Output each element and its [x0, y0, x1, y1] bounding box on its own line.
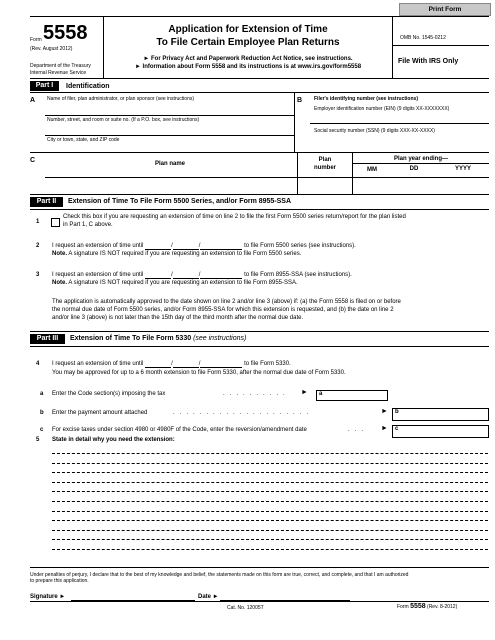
- line4c-leader: ...: [348, 427, 369, 433]
- ssn-label: Social security number (SSN) (9 digits XXX-XX-XXXX): [314, 128, 435, 134]
- line4-row: [52, 361, 291, 368]
- section-c-letter: C: [30, 157, 36, 164]
- reason-line[interactable]: [52, 463, 488, 464]
- line4-slash-2: /: [198, 361, 201, 367]
- line4-month[interactable]: [145, 361, 171, 368]
- line4b-text: Enter the payment amount attached: [52, 410, 148, 416]
- reason-line[interactable]: [52, 520, 488, 521]
- line4-num: 4: [36, 361, 40, 367]
- reason-line[interactable]: [52, 453, 488, 454]
- street-field[interactable]: [47, 124, 293, 135]
- line4b-field[interactable]: [392, 408, 489, 421]
- reason-line[interactable]: [52, 491, 488, 492]
- line4-slash-1: /: [171, 361, 173, 367]
- line2-note-label: Note.: [52, 251, 67, 257]
- plan-name-label: Plan name: [154, 161, 185, 167]
- line2-num: 2: [36, 243, 40, 249]
- ein-field[interactable]: [314, 113, 486, 123]
- catalog-number: Cat. No. 12005T: [227, 605, 264, 611]
- line2-text-b: to file Form 5500 series (see instructions).: [244, 243, 356, 249]
- plan-number-field[interactable]: [299, 179, 350, 193]
- line4c-text: For excise taxes under section 4980 or 4980F of the Code, enter the reversion/amendment date: [52, 427, 307, 433]
- dd-label: DD: [409, 166, 419, 172]
- line3-num: 3: [36, 272, 40, 278]
- approval-para-3: and/or line 3 (above) is not later than the 15th day of the third month after the normal due date.: [52, 315, 304, 321]
- form-title-line2: To File Certain Employee Plan Returns: [156, 37, 340, 48]
- reason-line[interactable]: [52, 511, 488, 512]
- line4-note: You may be approved for up to a 6 month extension to file Form 5330, after the normal due date of Form 5330.: [52, 370, 346, 376]
- line3-row: [52, 272, 352, 279]
- ssn-field[interactable]: [314, 135, 486, 150]
- reason-line[interactable]: [52, 549, 488, 550]
- part3-title-note: (see instructions): [193, 335, 247, 342]
- line3-slash-1: /: [171, 272, 173, 278]
- line1-text-b: in Part 1, C above.: [63, 222, 113, 228]
- agency: Internal Revenue Service: [30, 70, 87, 76]
- part3-label: Part III: [30, 334, 65, 344]
- form-number: 5558: [43, 22, 88, 44]
- part2-label: Part II: [30, 197, 63, 207]
- approval-para-1: The application is automatically approved to the date shown on line 2 and/or line 3 (above) if: (a) the Form 5558 is filed on or before: [52, 299, 401, 305]
- line2-note: [52, 251, 301, 258]
- line4a-leader: ..........: [223, 391, 290, 397]
- filer-id-title: Filer's identifying number (see instructions): [314, 96, 418, 102]
- line3-text-a: I request an extension of time until: [52, 272, 144, 278]
- line3-slash-2: /: [198, 272, 201, 278]
- form-title-line1: Application for Extension of Time: [168, 24, 328, 35]
- line3-day[interactable]: [173, 272, 199, 279]
- footer-form-ref: [397, 604, 457, 610]
- plan-number-label-2: number: [313, 165, 336, 171]
- perjury-statement-1: Under penalties of perjury, I declare that to the best of my knowledge and belief, the statements made on this form are true, correct, and complete, and that I am authorized: [30, 572, 409, 578]
- line4a-letter: a: [40, 391, 44, 397]
- line4a-text: Enter the Code section(s) imposing the tax: [52, 391, 166, 397]
- approval-para-2: the normal due date of Form 5500 series, and/or Form 8955-SSA for which this extension is requested, and (b) the date on line 2: [52, 307, 394, 313]
- line2-row: [52, 243, 356, 250]
- line4a-arrow: ►: [301, 389, 308, 396]
- footer-form-word: Form: [397, 604, 409, 610]
- city-field[interactable]: [47, 143, 293, 152]
- line4c-field[interactable]: [392, 425, 489, 438]
- plan-number-label-1: Plan: [318, 157, 332, 163]
- part3-title: [70, 335, 246, 344]
- line1-text-a: Check this box if you are requesting an extension of time on line 2 to file the first Form 5500 series return/report for the plan listed: [63, 214, 406, 220]
- plan-name-field[interactable]: [47, 179, 295, 193]
- line2-slash-2: /: [198, 243, 201, 249]
- line4b-letter: b: [40, 410, 44, 416]
- footer-form-number: 5558: [410, 603, 426, 610]
- line3-note-text: A signature IS NOT required if you are requesting an extension to file Form 8955-SSA.: [68, 280, 298, 286]
- perjury-statement-2: to prepare this application.: [30, 578, 89, 584]
- line4c-box-letter: c: [395, 426, 399, 432]
- reason-line[interactable]: [52, 501, 488, 502]
- line2-year[interactable]: [200, 243, 242, 250]
- file-with-irs: File With IRS Only: [398, 58, 459, 65]
- filer-name-field[interactable]: [47, 103, 293, 115]
- signature-label: Signature ►: [30, 594, 66, 600]
- line5-text: State in detail why you need the extension:: [52, 437, 175, 443]
- line1-num: 1: [36, 219, 40, 225]
- part1-title: Identification: [66, 83, 110, 90]
- line4b-arrow: ►: [381, 408, 388, 415]
- yyyy-label: YYYY: [454, 166, 471, 172]
- line4b-box-letter: b: [395, 409, 399, 415]
- line2-text-a: I request an extension of time until: [52, 243, 144, 249]
- line4-text-b: to file Form 5330.: [244, 361, 291, 367]
- form-word: Form: [30, 37, 42, 43]
- line4a-box-letter: a: [319, 391, 323, 397]
- form-revision: (Rev. August 2012): [30, 46, 73, 52]
- part2-title: Extension of Time To File Form 5500 Series, and/or Form 8955-SSA: [68, 198, 292, 205]
- section-a-letter: A: [30, 97, 36, 104]
- line4b-leader: .....................: [173, 410, 314, 416]
- line4c-letter: c: [40, 427, 44, 433]
- line4-year[interactable]: [200, 361, 242, 368]
- part1-label: Part I: [30, 81, 59, 91]
- date-label: Date ►: [198, 594, 219, 600]
- line3-month[interactable]: [145, 272, 171, 279]
- footer-form-revision: (Rev. 8-2012): [427, 604, 458, 610]
- line4c-arrow: ►: [381, 425, 388, 432]
- omb-number: OMB No. 1545-0212: [400, 35, 446, 41]
- reason-line[interactable]: [52, 472, 488, 473]
- plan-year-ending-label: Plan year ending—: [393, 156, 448, 162]
- line2-slash-1: /: [171, 243, 173, 249]
- ein-label: Employer identification number (EIN) (9 digits XX-XXXXXXX): [314, 106, 450, 112]
- city-label: City or town, state, and ZIP code: [47, 137, 120, 143]
- first-return-checkbox[interactable]: [51, 218, 60, 227]
- line2-day[interactable]: [173, 243, 199, 250]
- reason-line[interactable]: [52, 539, 488, 540]
- part3-title-text: Extension of Time To File Form 5330: [70, 335, 192, 342]
- reason-line[interactable]: [52, 530, 488, 531]
- line4a-field[interactable]: [316, 390, 388, 401]
- filer-name-label: Name of filer, plan administrator, or plan sponsor (see instructions): [47, 96, 195, 102]
- info-note: ► Information about Form 5558 and its instructions is at www.irs.gov/form5558: [134, 64, 362, 70]
- line3-text-b: to file Form 8955-SSA (see instructions).: [244, 272, 352, 278]
- privacy-note: ► For Privacy Act and Paperwork Reduction Act Notice, see instructions.: [143, 56, 353, 62]
- reason-line[interactable]: [52, 482, 488, 483]
- section-b-letter: B: [297, 97, 303, 104]
- line3-note: [52, 280, 298, 287]
- print-form-button[interactable]: Print Form: [399, 3, 491, 16]
- plan-year-field[interactable]: [355, 179, 487, 193]
- street-label: Number, street, and room or suite no. (If a P.O. box, see instructions): [47, 117, 200, 123]
- line2-month[interactable]: [145, 243, 171, 250]
- line4-day[interactable]: [173, 361, 199, 368]
- mm-label: MM: [367, 167, 377, 173]
- line3-note-label: Note.: [52, 280, 67, 286]
- line2-note-text: A signature IS NOT required if you are requesting an extension to file Form 5500 series.: [68, 251, 302, 257]
- department: Department of the Treasury: [30, 63, 91, 69]
- line5-num: 5: [36, 437, 40, 443]
- line4-text-a: I request an extension of time until: [52, 361, 144, 367]
- line3-year[interactable]: [200, 272, 242, 279]
